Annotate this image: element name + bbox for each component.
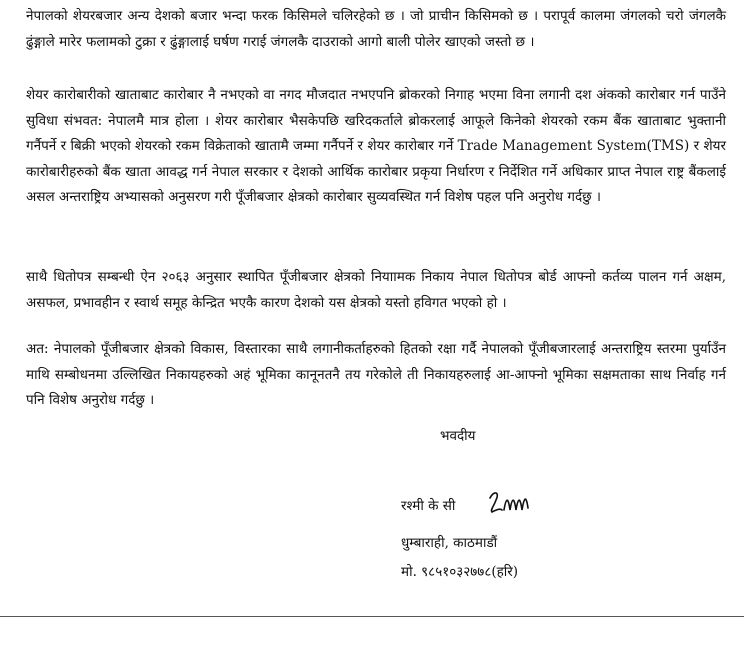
sender-address: धुम्बाराही, काठमाडौं (401, 535, 498, 551)
closing-salutation: भवदीय (440, 428, 476, 444)
paragraph-1: नेपालको शेयरबजार अन्य देशको बजार भन्दा फरक किसिमले चलिरहेको छ । जो प्राचीन किसिमको छ । परापूर्व कालमा जंगलको चरो जंगलकै ढुंङ्गाले मारेर फलामको टुक्रा र ढुंङ्गालाई घर्षण गराई जंगलकै दाउराको आगो बाली पोलेर खाएको जस्तो छ । (26, 8, 726, 50)
sender-mobile: मो. ९८५१०३२७७८(हरि) (401, 564, 519, 580)
page-bottom-rule (0, 616, 744, 617)
paragraph-2: शेयर कारोबारीको खाताबाट कारोबार नै नभएको वा नगद मौजदात नभएपनि ब्रोकरको निगाह भएमा विना लगानी दश अंकको कारोबार गर्न पाउँने सुविधा संभवत: नेपालमै मात्र होला । शेयर कारोबार भैसकेपछि खरिदकर्ताले ब्रोकरलाई आफूले किनेको शेयरको रकम बैंक खाताबाट भुक्तानी गर्नैपर्ने र बिक्री भएको शेयरको रकम विक्रेताको खातामै जम्मा गर्नैपर्ने र शेयर कारोबार गर्ने Trade Management System(TMS) र शेयर कारोबारीहरुको बैंक खाता आवद्ध गर्न नेपाल सरकार र देशको आर्थिक कारोबार प्रकृया निर्धारण र निर्देशित गर्ने अधिकार प्राप्त नेपाल राष्ट्र बैंकलाई असल अन्तराष्ट्रिय अभ्यासको अनुसरण गरी पूँजीबजार क्षेत्रको कारोबार सुव्यवस्थित गर्न विशेष पहल पनि अनुरोध गर्दछु । (26, 87, 726, 205)
sender-name: रश्मी के सी (401, 498, 456, 514)
handwritten-signature (486, 488, 546, 518)
paragraph-3: साथै धितोपत्र सम्बन्धी ऐन २०६३ अनुसार स्थापित पूँजीबजार क्षेत्रको नियाामक निकाय नेपाल धितोपत्र बोर्ड आफ्नो कर्तव्य पालन गर्न अक्षम, असफल, प्रभावहीन र स्वार्थ समूह केन्द्रित भएकै कारण देशको यस क्षेत्रको यस्तो हविगत भएको हो । (26, 269, 726, 311)
paragraph-4: अत: नेपालको पूँजीबजार क्षेत्रको विकास, विस्तारका साथै लगानीकर्ताहरुको हितको रक्षा गर्दै नेपालको पूँजीबजारलाई अन्तराष्ट्रिय स्तरमा पुर्याउँन माथि सम्बोधनमा उल्लिखित निकायहरुको अहं भूमिका कानूनतनै तय गरेकोले ती निकायहरुलाई आ-आफ्नो भूमिका सक्षमताका साथ निर्वाह गर्न पनि विशेष अनुरोध गर्दछु । (26, 341, 726, 408)
